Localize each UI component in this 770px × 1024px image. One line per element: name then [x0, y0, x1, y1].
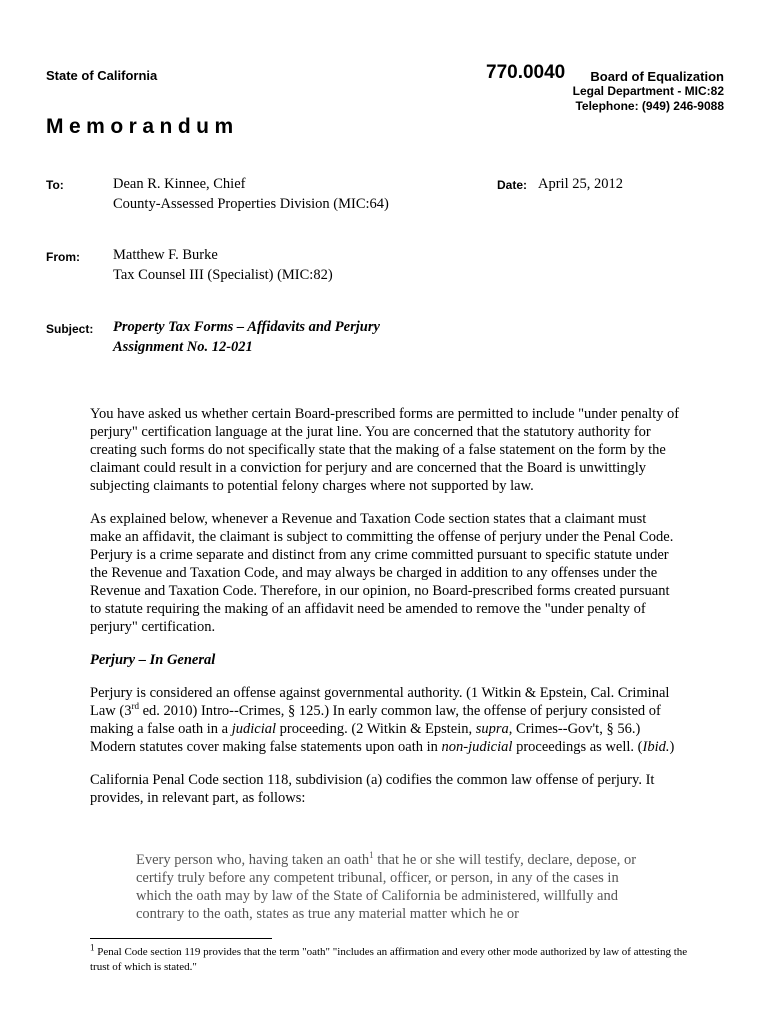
paragraph-3: [90, 684, 680, 756]
footnote: [90, 942, 690, 975]
state-label: State of California: [46, 68, 158, 83]
from-name: Matthew F. Burke: [113, 247, 218, 263]
footnote-divider: [90, 938, 272, 939]
memo-title: Memorandum: [46, 115, 239, 138]
paragraph-1: You have asked us whether certain Board-prescribed forms are permitted to include "under penalty of perjury" certification language at the jurat line. You are concerned that the statutory authority for creating such forms do not specifically state that the making of a false statement on the form by the claimant could result in a conviction for perjury and are concerned that the Board is unwittingly subjecting claimants to potential felony charges where not supported by law.: [90, 406, 680, 494]
subject-line-1: Property Tax Forms – Affidavits and Perjury: [113, 319, 380, 335]
board-name: Board of Equalization: [590, 69, 724, 84]
to-label: To:: [46, 178, 64, 192]
department-name: Legal Department - MIC:82: [572, 84, 724, 98]
p3-italic-ibid: Ibid.: [642, 739, 670, 755]
p3-text-e: proceedings as well. (: [512, 739, 643, 755]
p3-text-d: , Crimes--Gov't, § 56.) Modern statutes cover making false statements upon oath in: [90, 721, 641, 755]
quote-text-a: Every person who, having taken an oath: [136, 852, 370, 868]
p3-text-a: Perjury is considered an offense against governmental authority. (1 Witkin & Epstein, Cal. Criminal Law (3: [90, 685, 670, 719]
to-recipient: [113, 174, 389, 214]
p3-text-c: proceeding. (2 Witkin & Epstein,: [276, 721, 476, 737]
to-name: Dean R. Kinnee, Chief: [113, 176, 246, 192]
subject-value: [113, 317, 380, 357]
p3-superscript: rd: [131, 701, 139, 712]
paragraph-4: California Penal Code section 118, subdivision (a) codifies the common law offense of perjury. It provides, in relevant part, as follows:: [90, 772, 655, 806]
paragraph-2: As explained below, whenever a Revenue and Taxation Code section states that a claimant must make an affidavit, the claimant is subject to committing the offense of perjury under the Penal Code. Perjury is a crime separate and distinct from any crime committed pursuant to specific statute under the Revenue and Taxation Code, and may always be charged in addition to any offenses under the Revenue and Taxation Code. Therefore, in our opinion, no Board-prescribed forms created pursuant to statute requiring the making of an affidavit need be amended to remove the "under penalty of perjury" certification.: [90, 511, 674, 635]
to-division: County-Assessed Properties Division (MIC:64): [113, 196, 389, 212]
memo-body: [90, 405, 680, 822]
p3-text-b: ed. 2010) Intro--Crimes, § 125.) In early common law, the offense of perjury consisted of making a false oath in a: [90, 703, 661, 737]
footnote-number: 1: [90, 942, 95, 953]
date-label: Date:: [497, 178, 528, 192]
from-title: Tax Counsel III (Specialist) (MIC:82): [113, 267, 333, 283]
subject-line-2: Assignment No. 12-021: [113, 339, 253, 355]
p3-italic-nonjudicial: non-judicial: [441, 739, 513, 755]
document-number: 770.0040: [486, 62, 566, 83]
quote-footnote-ref: 1: [369, 850, 374, 861]
subject-label: Subject:: [46, 322, 94, 336]
p3-italic-judicial: judicial: [231, 721, 277, 737]
date-value: April 25, 2012: [538, 176, 623, 192]
footnote-text: Penal Code section 119 provides that the term "oath" "includes an affirmation and every other mode authorized by law of attesting the trust of which is stated.": [90, 946, 688, 973]
section-heading: Perjury – In General: [90, 652, 216, 668]
p3-text-f: ): [669, 739, 675, 755]
from-sender: [113, 245, 333, 285]
telephone: Telephone: (949) 246-9088: [575, 99, 724, 113]
block-quote: [136, 851, 656, 923]
p3-italic-supra: supra: [475, 721, 509, 737]
quote-text-b: that he or she will testify, declare, depose, or certify truly before any competent tribunal, officer, or person, in any of the cases in which the oath may by law of the State of California be administered, willfully and contrary to the oath, states as true any material matter which he or: [136, 852, 637, 922]
department-block: [573, 69, 724, 114]
from-label: From:: [46, 250, 80, 264]
